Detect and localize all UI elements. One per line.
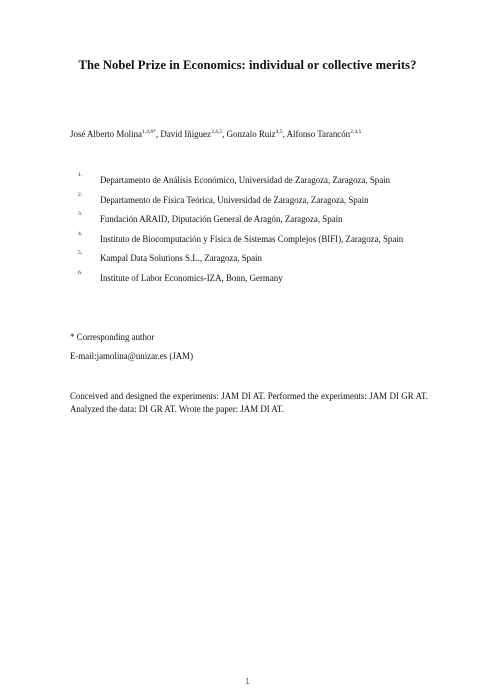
affiliation-text: Departamento de Física Teórica, Universidad de Zaragoza, Zaragoza, Spain [100,195,369,205]
affiliation-number: 2. [78,192,83,198]
affiliation-text: Institute of Labor Economics-IZA, Bonn, Germany [100,273,283,283]
author-separator: , [222,129,227,139]
affiliation-text: Fundación ARAID, Diputación General de Aragón, Zaragoza, Spain [100,214,343,224]
author-separator: , [155,129,161,139]
author-affiliation-marks: 2,4,5 [350,129,362,135]
author-name: David Iñiguez [160,129,211,139]
author-name: Alfonso Tarancón [286,129,351,139]
affiliation-text: Kampal Data Solutions S.L., Zaragoza, Spain [100,253,262,263]
author-separator: , [282,129,287,139]
author-name: Gonzalo Ruiz [226,129,276,139]
author-name: José Alberto Molina [70,129,142,139]
author-contributions: Conceived and designed the experiments: JAM DI AT. Performed the experiments: JAM DI GR AT. Analyzed the data: DI GR AT. Wrote the paper: JAM DI AT. [70,391,428,415]
author-affiliation-marks: 4,5 [275,129,283,135]
author-affiliation-marks: 3,4,5 [210,129,223,135]
page-number: 1 [245,677,250,686]
affiliation-number: 3. [78,211,83,217]
affiliation-number: 4. [78,231,83,237]
affiliation-text: Instituto de Biocomputación y Física de Sistemas Complejos (BIFI), Zaragoza, Spain [100,234,404,244]
affiliation-number: 1. [78,172,83,178]
paper-title: The Nobel Prize in Economics: individual or collective merits? [78,58,417,72]
author-affiliation-marks: 1,4,6* [141,129,156,135]
affiliation-number: 6. [78,270,83,276]
affiliation-text: Departamento de Análisis Económico, Universidad de Zaragoza, Zaragoza, Spain [100,175,391,185]
affiliation-number: 5. [78,250,83,256]
author-list [70,129,361,139]
corresponding-author-label: * Corresponding author [70,332,155,342]
corresponding-author-email: E-mail:jamolina@unizar.es (JAM) [70,351,194,361]
